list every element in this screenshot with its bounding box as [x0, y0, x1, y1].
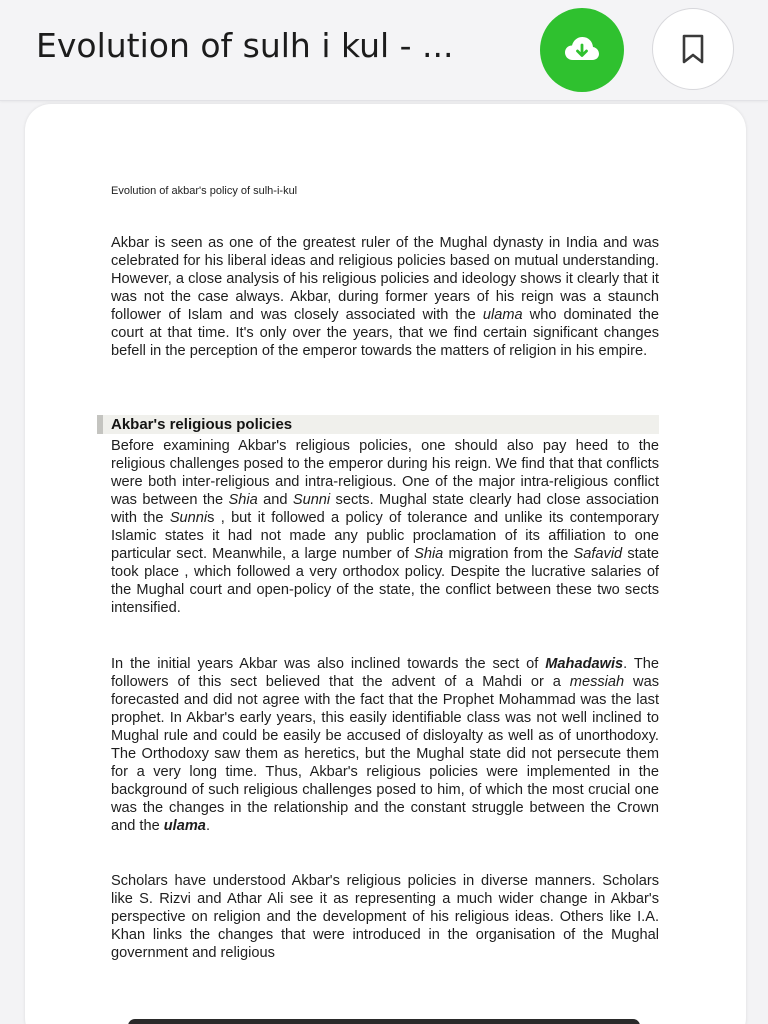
download-button[interactable]	[540, 8, 624, 92]
document-page[interactable]	[25, 104, 746, 1024]
bookmark-icon	[681, 34, 705, 64]
section-heading: Akbar's religious policies	[97, 415, 659, 434]
paragraph-2: Before examining Akbar's religious policies, one should also pay heed to the religious challenges posed to the emperor during his reign. We find that that conflicts were both inter-religious and intra-religious. One of the major intra-religious conflict was between the Shia and Sunni sects. Mughal state clearly had close association with the Sunnis , but it followed a policy of tolerance and unlike its contemporary Islamic states it had not made any public proclamation of its affiliation to one particular sect. Meanwhile, a large number of Shia migration from the Safavid state took place , which followed a very orthodox policy. Despite the lucrative salaries of the Mughal court and open-policy of the state, the conflict between these two sects intensified.	[111, 438, 659, 616]
cloud-download-icon	[564, 35, 600, 65]
paragraph-4: Scholars have understood Akbar's religious policies in diverse manners. Scholars like S. Rizvi and Athar Ali see it as representing a much wider change in Akbar's perspective on religion and the development of his religious ideas. Others like I.A. Khan links the changes that were introduced in the organisation of the Mughal government and religious	[111, 873, 659, 961]
bottom-toolbar-edge	[128, 1019, 640, 1024]
document-heading: Evolution of akbar's policy of sulh-i-kul	[111, 185, 298, 197]
paragraph-1: Akbar is seen as one of the greatest ruler of the Mughal dynasty in India and was celebrated for his liberal ideas and religious policies based on mutual understanding. However, a close analysis of his religious policies and ideology shows it clearly that it was not the case always. Akbar, during former years of his reign was a staunch follower of Islam and was closely associated with the ulama who dominated the court at that time. It's only over the years, that we find certain significant changes befell in the perception of the emperor towards the matters of religion in his empire.	[111, 235, 659, 359]
paragraph-3: In the initial years Akbar was also inclined towards the sect of Mahadawis. The followers of this sect believed that the advent of a Mahdi or a messiah was forecasted and did not agree with the fact that the Prophet Mohammad was the last prophet. In Akbar's early years, this easily identifiable class was not well inclined to Mughal rule and could be easily be accused of disloyalty as well as of unorthodoxy. The Orthodoxy saw them as heretics, but the Mughal state did not persecute them for a very long time. Thus, Akbar's religious policies were implemented in the background of such religious challenges posed to him, of which the most crucial one was the changes in the relationship and the constant struggle between the Crown and the ulama.	[111, 656, 659, 834]
bookmark-button[interactable]	[652, 8, 734, 90]
document-title: Evolution of sulh i kul - ...	[36, 26, 454, 65]
top-bar	[0, 0, 768, 101]
